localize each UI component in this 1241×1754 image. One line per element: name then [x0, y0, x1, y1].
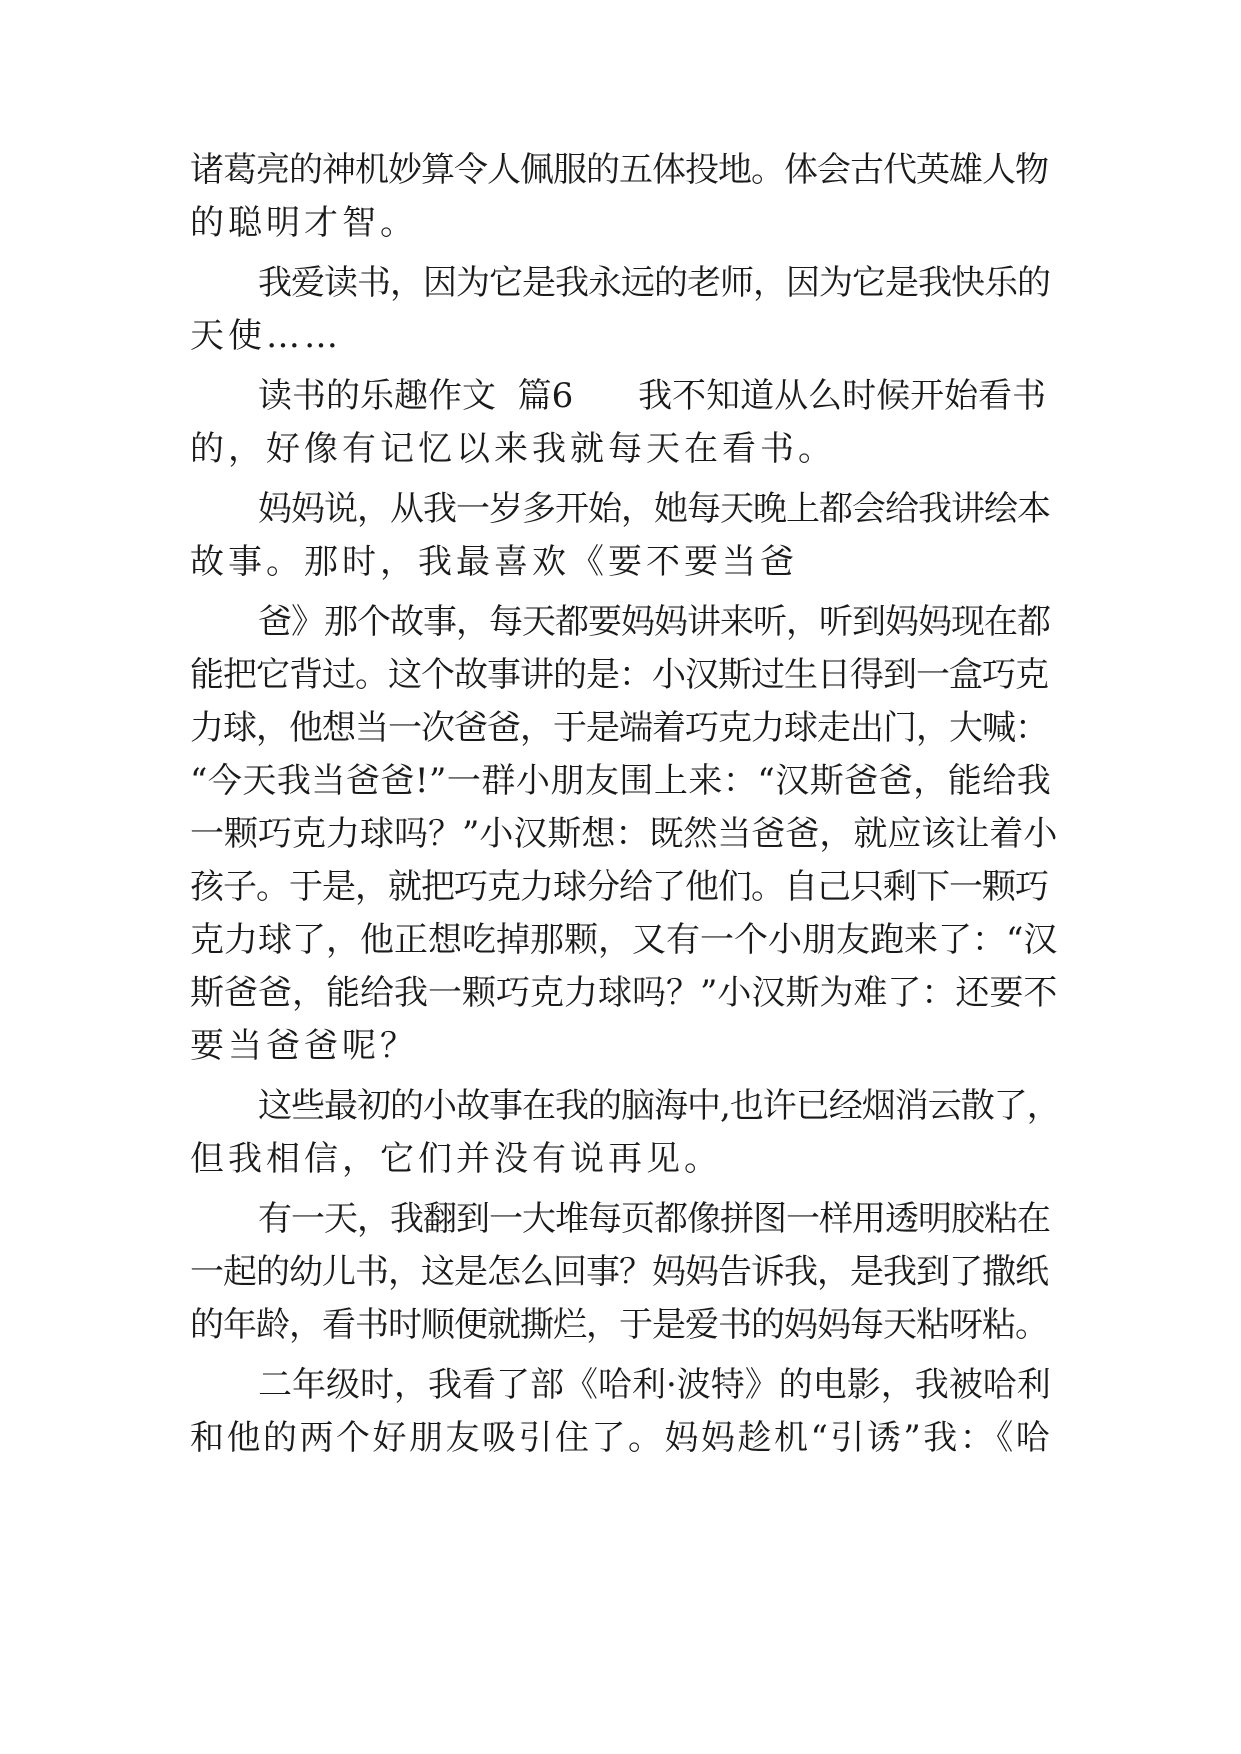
text-line: 天使……	[190, 316, 342, 356]
text-line: 诸葛亮的神机妙算令人佩服的五体投地。体会古代英雄人物	[190, 150, 1048, 190]
section-heading-line: 读书的乐趣作文 篇6 我不知道从么时候开始看书	[258, 376, 1047, 416]
paragraph-first-line: 爸》那个故事，每天都要妈妈讲来听，听到妈妈现在都	[258, 602, 1050, 642]
paragraph-first-line: 有一天，我翻到一大堆每页都像拼图一样用透明胶粘在	[258, 1199, 1050, 1239]
text-line: 的聪明才智。	[190, 203, 418, 243]
text-line: 一颗巧克力球吗？”小汉斯想：既然当爸爸，就应该让着小	[190, 814, 1058, 854]
text-line: 一起的幼儿书，这是怎么回事？妈妈告诉我，是我到了撒纸	[190, 1252, 1048, 1292]
text-line: 力球，他想当一次爸爸，于是端着巧克力球走出门，大喊：	[190, 708, 1048, 748]
text-line: 的年龄，看书时顺便就撕烂，于是爱书的妈妈每天粘呀粘。	[190, 1305, 1048, 1345]
text-line: 的，好像有记忆以来我就每天在看书。	[190, 429, 836, 469]
text-line: 但我相信，它们并没有说再见。	[190, 1139, 722, 1179]
paragraph-first-line: 这些最初的小故事在我的脑海中,也许已经烟消云散了，	[258, 1086, 1060, 1126]
text-line: 和他的两个好朋友吸引住了。妈妈趁机“引诱”我：《哈	[190, 1418, 1053, 1458]
paragraph-first-line: 我爱读书，因为它是我永远的老师，因为它是我快乐的	[258, 263, 1050, 303]
paragraph-first-line: 妈妈说，从我一岁多开始，她每天晚上都会给我讲绘本	[258, 489, 1050, 529]
text-line: 克力球了，他正想吃掉那颗，又有一个小朋友跑来了：“汉	[190, 920, 1058, 960]
text-line: 能把它背过。这个故事讲的是：小汉斯过生日得到一盒巧克	[190, 655, 1048, 695]
text-line: 故事。那时，我最喜欢《要不要当爸	[190, 542, 798, 582]
text-line: 孩子。于是，就把巧克力球分给了他们。自己只剩下一颗巧	[190, 867, 1048, 907]
text-line: 斯爸爸，能给我一颗巧克力球吗？”小汉斯为难了：还要不	[190, 973, 1058, 1013]
text-line: 要当爸爸呢？	[190, 1026, 418, 1066]
paragraph-first-line: 二年级时，我看了部《哈利·波特》的电影，我被哈利	[258, 1365, 1051, 1405]
text-line: “今天我当爸爸!”一群小朋友围上来：“汉斯爸爸，能给我	[190, 761, 1052, 801]
